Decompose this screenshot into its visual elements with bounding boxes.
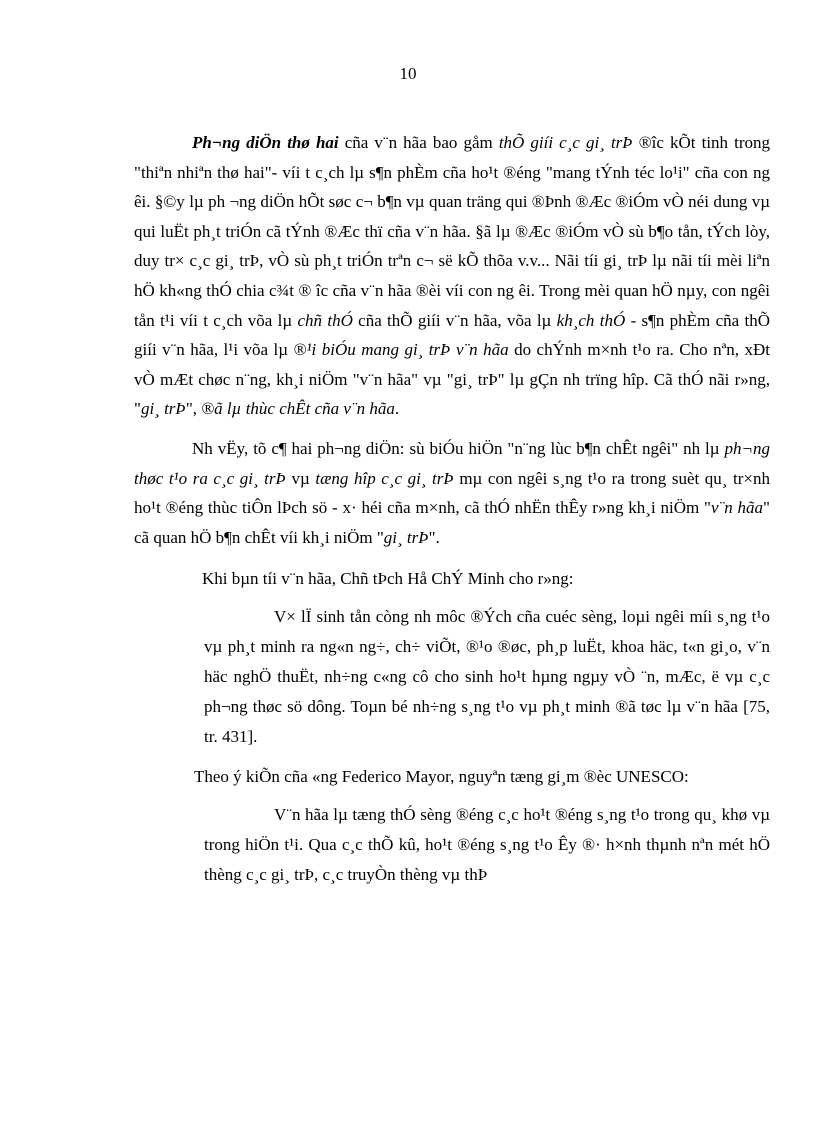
- italic-run: kh¸ch thÓ: [556, 310, 626, 330]
- italic-run: thÕ giíi c¸c gi¸ trÞ: [498, 133, 633, 152]
- paragraph-second-aspect: [134, 128, 770, 424]
- italic-run: v¨n hãa: [711, 498, 764, 518]
- text-run: cña thÕ giíi v¨n hãa, võa lµ: [352, 310, 557, 330]
- text-run: Nh vËy, tõ c¶ hai ph¬ng diÖn: sù biÓu hiÖn "n¨ng lùc b¶n chÊt ngêi" nh lµ: [192, 438, 725, 458]
- document-body: [134, 128, 770, 890]
- quote-intro-ho-chi-minh: Khi bµn tíi v¨n hãa, Chñ tÞch Hå ChÝ Minh cho r»ng:: [202, 569, 574, 589]
- italic-run: gi¸ trÞ: [383, 527, 429, 547]
- text-run: mµ con ngêi s¸ng t¹o ra trong suèt qu¸ tr×nh ho¹t ®éng thùc tiÔn lÞch sö - x· héi cña m×nh, cã thÓ nhËn thÊy r»ng kh¸i niÖm ": [134, 468, 770, 518]
- paragraph-lead: Ph¬ng diÖn thø hai: [192, 133, 339, 152]
- text-run: .: [394, 399, 400, 419]
- italic-run: gi¸ trÞ: [140, 399, 186, 419]
- text-run: ®îc kÕt tinh trong "thiªn nhiªn thø hai"- víi t c¸ch lµ s¶n phÈm cña ho¹t ®éng "mang tÝnh téc lo¹i" cña con ng êi. §©y lµ ph ¬ng diÖn hÕt søc c¬ b¶n vµ quan träng qui ®Þnh ®Æc ®iÓm vÒ néi dung vµ qui luËt ph¸t triÓn cã tÝnh ®Æc thï cña v¨n hãa. §ã lµ ®Æc ®iÓm vÒ sù b¶o tån, tÝch lòy, duy tr× c¸c gi¸ trÞ, vÒ sù ph¸t triÓn trªn c¬ së kÕ thõa v.v... Nãi tíi gi¸ trÞ lµ nãi tíi mèi liªn hÖ kh«ng thÓ chia c¾t ® îc cña v¨n hãa ®èi víi con ng êi. Trong mèi quan hÖ nµy, con ngêi tån t¹i víi t c¸ch võa lµ: [134, 133, 771, 330]
- italic-run: chñ thÓ: [297, 310, 353, 330]
- italic-run: ®ã lµ thùc chÊt cña v¨n hãa: [201, 399, 395, 419]
- text-run: " cã quan hÖ b¶n chÊt víi kh¸i niÖm ": [134, 498, 770, 547]
- italic-run: ®¹i biÓu mang gi¸ trÞ v¨n hãa: [293, 340, 509, 360]
- block-quote-ho-chi-minh: V× lÏ sinh tån còng nh môc ®Ých cña cuéc sèng, loµi ngêi míi s¸ng t¹o vµ ph¸t minh ra ng«n ng÷, ch÷ viÕt, ®¹o ®øc, ph¸p luËt, khoa häc, t«n gi¸o, v¨n häc nghÖ thuËt, nh÷ng c«ng cô cho sinh ho¹t hµng ngµy vÒ ¨n, mÆc, ë vµ c¸c ph¬ng thøc sö dông. Toµn bé nh÷ng s¸ng t¹o vµ ph¸t minh ®ã tøc lµ v¨n hãa [75, tr. 431].: [204, 606, 770, 746]
- text-run: vµ: [285, 468, 316, 488]
- text-run: ",: [185, 399, 202, 419]
- text-run: ".: [428, 527, 440, 547]
- quote-intro-federico-mayor: Theo ý kiÕn cña «ng Federico Mayor, nguyªn tæng gi¸m ®èc UNESCO:: [194, 766, 689, 786]
- text-run: cña v¨n hãa bao gåm: [338, 133, 499, 152]
- paragraph-conclusion: [134, 434, 770, 552]
- italic-run: ph¬ng thøc t¹o ra c¸c gi¸ trÞ: [134, 438, 770, 488]
- text-run: - s¶n phÈm cña thÕ giíi v¨n hãa, l¹i võa lµ: [134, 310, 770, 360]
- page-number: 10: [399, 64, 417, 83]
- italic-run: tæng hîp c¸c gi¸ trÞ: [315, 468, 454, 488]
- block-quote-federico-mayor: V¨n hãa lµ tæng thÓ sèng ®éng c¸c ho¹t ®éng s¸ng t¹o trong qu¸ khø vµ trong hiÖn t¹i. Qua c¸c thÕ kû, ho¹t ®éng s¸ng t¹o Êy ®· h×nh thµnh nªn mét hÖ thèng c¸c gi¸ trÞ, c¸c truyÒn thèng vµ thÞ: [204, 804, 770, 884]
- text-run: do chÝnh m×nh t¹o ra. Cho nªn, xÐt vÒ mÆt chøc n¨ng, kh¸i niÖm "v¨n hãa" vµ "gi¸ trÞ" lµ gÇn nh trïng hîp. Cã thÓ nãi r»ng, ": [134, 340, 771, 419]
